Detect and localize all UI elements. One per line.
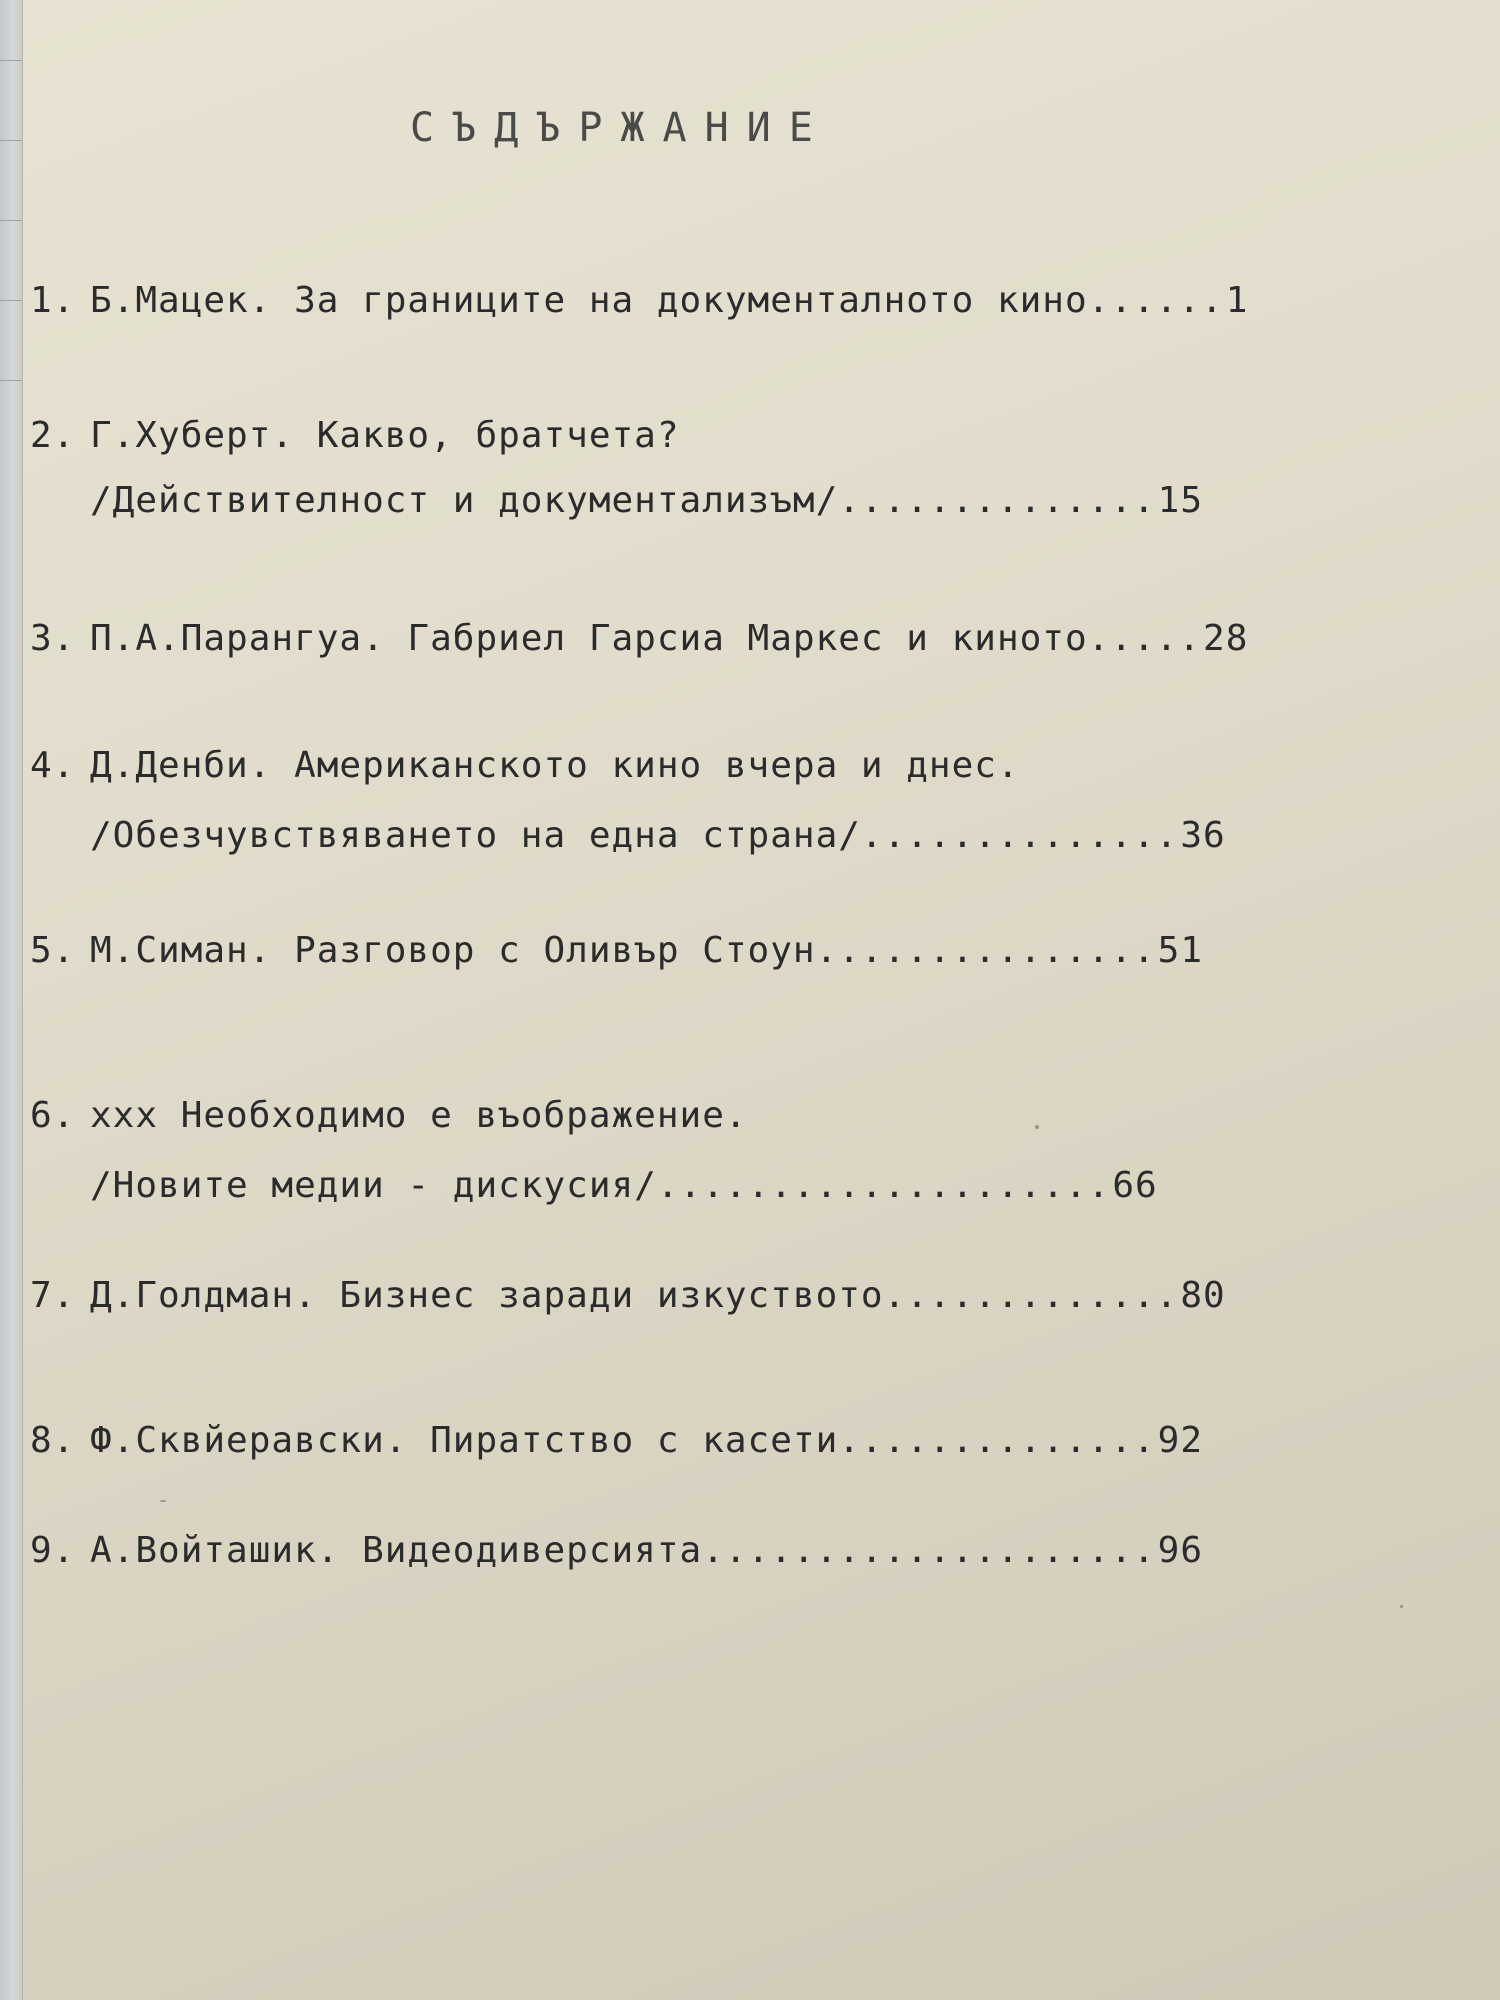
page-number: 92: [1157, 1420, 1204, 1461]
entry-text: Д.Денби. Американското кино вчера и днес.: [90, 745, 1020, 786]
entry-number: 9.: [30, 1530, 76, 1571]
entry-text: Г.Хуберт. Какво, братчета?: [90, 415, 680, 456]
toc-entry-9: [30, 1530, 1203, 1571]
page-title: СЪДЪРЖАНИЕ: [410, 105, 831, 151]
page-number: 36: [1180, 815, 1226, 856]
entry-text: М.Симан. Разговор с Оливър Стоун...............: [90, 930, 1156, 971]
toc-entry-2-continuation: [90, 480, 1203, 521]
entry-text: ххх Необходимо е въображение.: [90, 1095, 748, 1136]
entry-number: 2.: [30, 415, 76, 456]
toc-entry-7: [30, 1275, 1226, 1316]
page-number: 1: [1225, 280, 1249, 321]
page-number: 15: [1157, 480, 1204, 521]
entry-text: Д.Голдман. Бизнес заради изкуството.............: [90, 1275, 1179, 1316]
entry-number: 4.: [30, 745, 76, 786]
toc-entry-8: [30, 1420, 1203, 1461]
entry-text: П.А.Парангуа. Габриел Гарсиа Маркес и киното.....: [90, 618, 1202, 659]
toc-entry-5: [30, 930, 1203, 971]
ruled-line: [0, 380, 22, 381]
toc-entry-6-continuation: [90, 1165, 1158, 1206]
entry-subtitle: /Новите медии - дискусия/....................: [90, 1165, 1111, 1206]
toc-entry-4-continuation: [90, 815, 1226, 856]
entry-subtitle: /Действителност и документализъм/..............: [90, 480, 1156, 521]
entry-subtitle: /Обезчувствяването на една страна/..............: [90, 815, 1179, 856]
entry-text: А.Войташик. Видеодиверсията....................: [90, 1530, 1156, 1571]
entry-text: Б.Мацек. За границите на документалното кино......: [90, 280, 1224, 321]
page-number: 28: [1203, 618, 1249, 659]
entry-number: 1.: [30, 280, 76, 321]
ruled-line: [0, 220, 22, 221]
page-number: 80: [1180, 1275, 1226, 1316]
entry-number: 8.: [30, 1420, 76, 1461]
entry-number: 7.: [30, 1275, 76, 1316]
entry-number: 5.: [30, 930, 76, 971]
toc-entry-3: [30, 618, 1248, 659]
page-number: 66: [1112, 1165, 1158, 1206]
toc-entry-6: [30, 1095, 748, 1136]
paper-speck: [160, 1500, 166, 1502]
ruled-line: [0, 60, 22, 61]
adjacent-page-edge: [0, 0, 23, 2000]
page-number: 51: [1157, 930, 1204, 971]
entry-text: Ф.Сквйеравски. Пиратство с касети..............: [90, 1420, 1156, 1461]
page-number: 96: [1157, 1530, 1204, 1571]
toc-entry-1: [30, 280, 1248, 321]
toc-entry-2: [30, 415, 680, 456]
ruled-line: [0, 300, 22, 301]
paper-speck: [1400, 1605, 1403, 1608]
entry-number: 6.: [30, 1095, 76, 1136]
toc-entry-4: [30, 745, 1020, 786]
ruled-line: [0, 140, 22, 141]
entry-number: 3.: [30, 618, 76, 659]
paper-speck: [1035, 1125, 1039, 1129]
